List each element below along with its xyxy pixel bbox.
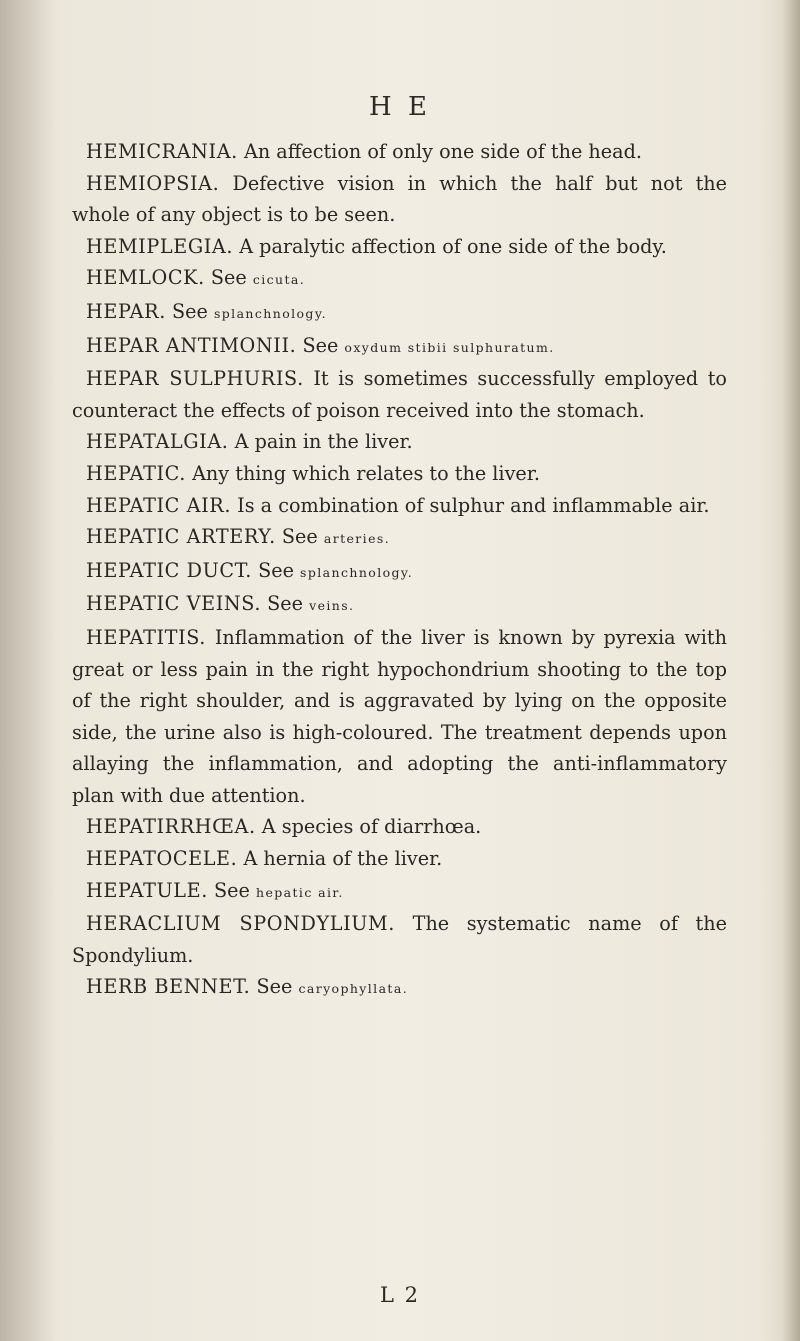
entry-hemicrania bbox=[72, 136, 727, 168]
entry-hepatitis bbox=[72, 622, 727, 812]
definition: See bbox=[210, 266, 247, 290]
headword: HEPAR. bbox=[86, 299, 166, 323]
definition: Any thing which relates to the liver. bbox=[192, 461, 540, 485]
headword: HEMIOPSIA. bbox=[86, 171, 220, 195]
headword: HEPATIC ARTERY. bbox=[86, 525, 276, 549]
headword: HEPATALGIA. bbox=[86, 430, 229, 454]
definition: The systematic name of the Spondylium. bbox=[72, 912, 727, 967]
definition: See bbox=[281, 525, 318, 549]
dictionary-entries bbox=[72, 136, 727, 1005]
entry-hepatule bbox=[72, 875, 727, 909]
headword: HEPAR ANTIMONII. bbox=[86, 333, 297, 357]
running-head: H E bbox=[369, 92, 431, 122]
headword: HEPATIC. bbox=[86, 461, 186, 485]
definition: See bbox=[256, 975, 293, 999]
cross-reference: splanchnology. bbox=[213, 305, 328, 321]
definition: See bbox=[258, 558, 294, 582]
entry-hepatic-duct bbox=[72, 555, 727, 589]
cross-reference: splanchnology. bbox=[300, 564, 414, 580]
entry-hepatic-air bbox=[72, 490, 727, 522]
headword: HEPATIC DUCT. bbox=[86, 558, 252, 582]
headword: HEMLOCK. bbox=[86, 266, 205, 290]
headword: HEPAR SULPHURIS. bbox=[86, 367, 304, 391]
cross-reference: arteries. bbox=[323, 531, 391, 547]
headword: HEPATIC VEINS. bbox=[86, 592, 262, 616]
entry-hepatic bbox=[72, 458, 727, 490]
definition: It is sometimes successfully employed to counteract the effects of poison received into the stomach. bbox=[72, 367, 727, 422]
definition: Defective vision in which the half but not the whole of any object is to be seen. bbox=[72, 171, 727, 227]
headword: HEPATOCELE. bbox=[86, 847, 238, 871]
entry-hepatalgia bbox=[72, 426, 727, 458]
headword: HEPATITIS. bbox=[86, 625, 207, 649]
definition: A paralytic affection of one side of the body. bbox=[239, 234, 667, 258]
headword: HEMICRANIA. bbox=[86, 140, 238, 163]
definition: See bbox=[267, 592, 304, 616]
signature-mark: L 2 bbox=[380, 1283, 420, 1307]
entry-hepatic-artery bbox=[72, 521, 727, 555]
cross-reference: veins. bbox=[309, 598, 355, 614]
definition: See bbox=[302, 333, 339, 357]
headword: HEPATIRRHŒA. bbox=[86, 815, 256, 839]
definition: A species of diarrhœa. bbox=[261, 815, 482, 839]
entry-hepar bbox=[72, 296, 727, 330]
entry-hemiopsia bbox=[72, 168, 727, 231]
cross-reference: cicuta. bbox=[252, 272, 306, 288]
entry-hepatic-veins bbox=[72, 588, 727, 622]
definition: Inflammation of the liver is known by pyrexia with great or less pain in the right hypochondrium shooting to the top of the right shoulder, and is aggravated by lying on the opposite side, the urine also is high-coloured. The treatment depends upon allaying the inflammation, and adopting the anti-inflammatory plan with due attention. bbox=[72, 625, 727, 807]
headword: HEPATIC AIR. bbox=[86, 493, 232, 517]
entry-hepar-sulphuris bbox=[72, 363, 727, 426]
entry-heraclium-spondylium bbox=[72, 908, 727, 971]
entry-hemlock bbox=[72, 262, 727, 296]
definition: See bbox=[172, 299, 208, 323]
cross-reference: caryophyllata. bbox=[298, 981, 409, 997]
headword: HEMIPLEGIA. bbox=[86, 234, 234, 258]
definition: Is a combination of sulphur and inflammable air. bbox=[237, 493, 710, 517]
cross-reference: oxydum stibii sulphuratum. bbox=[344, 339, 555, 355]
headword: HEPATULE. bbox=[86, 878, 208, 902]
definition: A hernia of the liver. bbox=[243, 847, 443, 871]
cross-reference: hepatic air. bbox=[256, 884, 344, 900]
page-edge-shadow bbox=[782, 0, 800, 1341]
binding-shadow bbox=[0, 0, 55, 1341]
definition: A pain in the liver. bbox=[234, 430, 413, 454]
entry-hepatocele bbox=[72, 843, 727, 875]
headword: HERB BENNET. bbox=[86, 975, 251, 999]
entry-hepar-antimonii bbox=[72, 330, 727, 364]
headword: HERACLIUM SPONDYLIUM. bbox=[86, 912, 395, 936]
entry-hepatirrhoea bbox=[72, 811, 727, 843]
definition: An affection of only one side of the head. bbox=[243, 140, 642, 163]
entry-hemiplegia bbox=[72, 231, 727, 263]
definition: See bbox=[214, 878, 250, 902]
entry-herb-bennet bbox=[72, 971, 727, 1005]
